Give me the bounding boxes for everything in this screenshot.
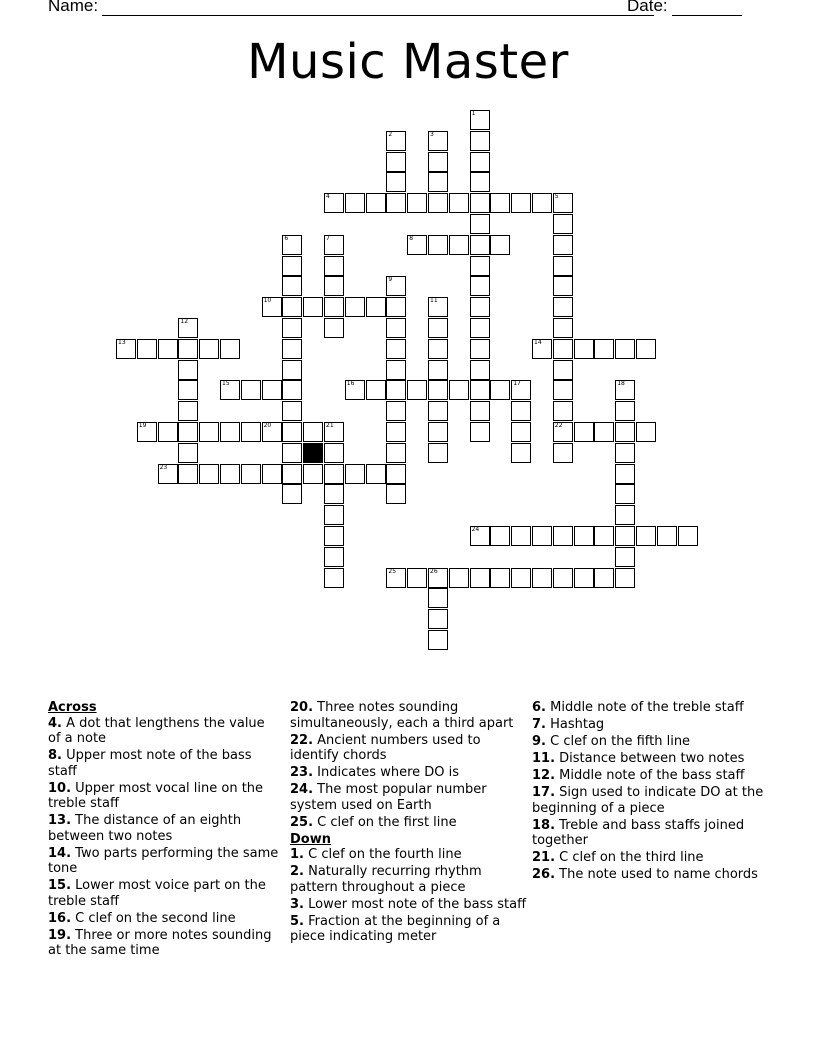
grid-cell[interactable] <box>282 401 302 421</box>
grid-cell[interactable] <box>282 360 302 380</box>
clue-18: 18. Treble and bass staffs joined together <box>532 817 745 848</box>
grid-cell[interactable] <box>428 193 448 213</box>
grid-cell[interactable] <box>324 276 344 296</box>
grid-cell[interactable] <box>553 318 573 338</box>
clue-number: 16 <box>346 380 355 388</box>
grid-cell[interactable] <box>282 443 302 463</box>
grid-cell[interactable] <box>324 193 344 213</box>
grid-cell[interactable] <box>490 193 510 213</box>
clue-9: 9. C clef on the fifth line <box>532 734 691 749</box>
clue-number: 26 <box>430 567 438 575</box>
grid-cell[interactable] <box>428 339 448 359</box>
grid-cell[interactable] <box>636 422 656 442</box>
grid-cell[interactable] <box>470 214 490 234</box>
grid-cell[interactable] <box>262 380 282 400</box>
grid-cell[interactable] <box>553 276 573 296</box>
clues-column-1 <box>48 700 280 960</box>
grid-cell[interactable] <box>386 131 406 151</box>
grid-cell[interactable] <box>282 318 302 338</box>
clues-column-2 <box>290 700 528 946</box>
grid-cell[interactable] <box>470 131 490 151</box>
grid-cell[interactable] <box>407 193 427 213</box>
grid-cell[interactable] <box>386 318 406 338</box>
grid-cell[interactable] <box>470 110 490 130</box>
grid-cell[interactable] <box>366 380 386 400</box>
grid-cell[interactable] <box>303 297 323 317</box>
grid-cell[interactable] <box>532 339 552 359</box>
grid-cell[interactable] <box>178 339 198 359</box>
grid-cell[interactable] <box>428 568 448 588</box>
grid-cell[interactable] <box>511 401 531 421</box>
grid-cell[interactable] <box>532 193 552 213</box>
grid-cell[interactable] <box>615 547 635 567</box>
grid-cell[interactable] <box>615 443 635 463</box>
grid-cell[interactable] <box>615 568 635 588</box>
grid-cell[interactable] <box>386 380 406 400</box>
across-heading: Across <box>48 700 97 715</box>
clue-17: 17. Sign used to indicate DO at the beginning of a piece <box>532 785 764 816</box>
grid-cell[interactable] <box>407 235 427 255</box>
grid-cell[interactable] <box>178 360 198 380</box>
grid-cell[interactable] <box>553 380 573 400</box>
grid-cell[interactable] <box>553 235 573 255</box>
clue-number: 18 <box>617 380 625 388</box>
grid-cell[interactable] <box>178 422 198 442</box>
clue-6: 6. Middle note of the treble staff <box>532 700 744 715</box>
grid-cell[interactable] <box>449 235 469 255</box>
clue-number: 6 <box>284 234 289 242</box>
grid-cell[interactable] <box>324 505 344 525</box>
grid-cell[interactable] <box>158 422 178 442</box>
grid-cell[interactable] <box>199 422 219 442</box>
grid-cell[interactable] <box>470 568 490 588</box>
grid-cell[interactable] <box>407 380 427 400</box>
grid-cell[interactable] <box>428 609 448 629</box>
grid-cell[interactable] <box>428 380 448 400</box>
grid-cell[interactable] <box>428 443 448 463</box>
grid-cell[interactable] <box>574 568 594 588</box>
grid-cell[interactable] <box>158 464 178 484</box>
grid-cell[interactable] <box>282 422 302 442</box>
grid-cell[interactable] <box>470 526 490 546</box>
grid-cell[interactable] <box>449 380 469 400</box>
grid-cell[interactable] <box>470 172 490 192</box>
clue-7: 7. Hashtag <box>532 717 605 732</box>
clue-24: 24. The most popular number system used on Earth <box>290 782 487 813</box>
grid-cell[interactable] <box>428 235 448 255</box>
clue-1: 1. C clef on the fourth line <box>290 847 462 862</box>
clue-3: 3. Lower most note of the bass staff <box>290 896 527 912</box>
grid-cell[interactable] <box>532 568 552 588</box>
black-square <box>303 443 323 463</box>
grid-cell[interactable] <box>615 422 635 442</box>
clue-number: 10 <box>263 297 272 305</box>
grid-cell[interactable] <box>553 360 573 380</box>
grid-cell[interactable] <box>615 464 635 484</box>
grid-cell[interactable] <box>470 193 490 213</box>
grid-cell[interactable] <box>470 360 490 380</box>
grid-cell[interactable] <box>220 464 240 484</box>
clue-number: 25 <box>388 567 397 575</box>
clue-number: 17 <box>513 380 521 388</box>
clue-16: 16. C clef on the second line <box>48 910 236 926</box>
grid-cell[interactable] <box>511 526 531 546</box>
clue-number: 24 <box>471 526 480 533</box>
grid-cell[interactable] <box>386 339 406 359</box>
grid-cell[interactable] <box>345 464 365 484</box>
grid-cell[interactable] <box>324 484 344 504</box>
clue-25: 25. C clef on the first line <box>290 814 457 830</box>
grid-cell[interactable] <box>470 422 490 442</box>
clue-2: 2. Naturally recurring rhythm pattern throughout a piece <box>290 864 482 895</box>
grid-cell[interactable] <box>407 568 427 588</box>
grid-cell[interactable] <box>345 297 365 317</box>
clue-number: 8 <box>409 234 414 242</box>
grid-cell[interactable] <box>324 318 344 338</box>
grid-cell[interactable] <box>345 193 365 213</box>
grid-cell[interactable] <box>574 422 594 442</box>
grid-cell[interactable] <box>282 276 302 296</box>
grid-cell[interactable] <box>303 422 323 442</box>
grid-cell[interactable] <box>490 526 510 546</box>
grid-cell[interactable] <box>386 172 406 192</box>
grid-cell[interactable] <box>449 568 469 588</box>
clue-12: 12. Middle note of the bass staff <box>532 768 745 783</box>
clue-number: 21 <box>326 422 334 429</box>
clue-14: 14. Two parts performing the same tone <box>48 845 279 876</box>
grid-cell[interactable] <box>511 193 531 213</box>
clue-number: 14 <box>534 338 542 346</box>
clue-number: 13 <box>118 338 126 346</box>
grid-cell[interactable] <box>282 339 302 359</box>
grid-cell[interactable] <box>366 297 386 317</box>
grid-cell[interactable] <box>615 401 635 421</box>
grid-cell[interactable] <box>470 152 490 172</box>
clue-8: 8. Upper most note of the bass staff <box>48 748 252 779</box>
grid-cell[interactable] <box>470 235 490 255</box>
grid-cell[interactable] <box>428 588 448 608</box>
grid-cell[interactable] <box>615 339 635 359</box>
grid-cell[interactable] <box>324 256 344 276</box>
grid-cell[interactable] <box>553 401 573 421</box>
grid-cell[interactable] <box>594 568 614 588</box>
grid-cell[interactable] <box>220 422 240 442</box>
grid-cell[interactable] <box>574 526 594 546</box>
grid-cell[interactable] <box>553 526 573 546</box>
grid-cell[interactable] <box>386 297 406 317</box>
grid-cell[interactable] <box>282 297 302 317</box>
clue-number: 1 <box>471 110 476 117</box>
grid-cell[interactable] <box>386 152 406 172</box>
grid-cell[interactable] <box>615 526 635 546</box>
grid-cell[interactable] <box>553 568 573 588</box>
clue-number: 4 <box>326 193 330 201</box>
grid-cell[interactable] <box>428 172 448 192</box>
grid-cell[interactable] <box>386 360 406 380</box>
grid-cell[interactable] <box>324 464 344 484</box>
clue-23: 23. Indicates where DO is <box>290 765 460 780</box>
grid-cell[interactable] <box>324 235 344 255</box>
grid-cell[interactable] <box>220 339 240 359</box>
grid-cell[interactable] <box>386 422 406 442</box>
grid-cell[interactable] <box>158 339 178 359</box>
clue-number: 9 <box>388 276 393 284</box>
grid-cell[interactable] <box>594 339 614 359</box>
grid-cell[interactable] <box>490 380 510 400</box>
grid-cell[interactable] <box>241 464 261 484</box>
grid-cell[interactable] <box>324 568 344 588</box>
clue-number: 11 <box>430 297 438 305</box>
grid-cell[interactable] <box>178 401 198 421</box>
clue-22: 22. Ancient numbers used to identify chords <box>290 732 481 763</box>
clue-11: 11. Distance between two notes <box>532 751 745 766</box>
grid-cell[interactable] <box>678 526 698 546</box>
clue-number: 7 <box>326 234 330 242</box>
grid-cell[interactable] <box>470 276 490 296</box>
clue-number: 2 <box>388 130 393 138</box>
grid-cell[interactable] <box>178 443 198 463</box>
grid-cell[interactable] <box>199 339 219 359</box>
grid-cell[interactable] <box>366 193 386 213</box>
clue-13: 13. The distance of an eighth between two notes <box>48 813 242 844</box>
grid-cell[interactable] <box>615 505 635 525</box>
grid-cell[interactable] <box>324 547 344 567</box>
clues-column-3 <box>532 700 768 884</box>
grid-cell[interactable] <box>178 380 198 400</box>
down-heading: Down <box>290 831 331 847</box>
grid-cell[interactable] <box>511 568 531 588</box>
clue-15: 15. Lower most voice part on the treble staff <box>48 878 266 909</box>
clue-number: 12 <box>180 318 189 325</box>
grid-cell[interactable] <box>428 318 448 338</box>
grid-cell[interactable] <box>386 464 406 484</box>
grid-cell[interactable] <box>553 422 573 442</box>
grid-cell[interactable] <box>324 443 344 463</box>
grid-cell[interactable] <box>282 484 302 504</box>
grid-cell[interactable] <box>428 131 448 151</box>
grid-cell[interactable] <box>553 256 573 276</box>
grid-cell[interactable] <box>553 297 573 317</box>
grid-cell[interactable] <box>324 422 344 442</box>
grid-cell[interactable] <box>470 297 490 317</box>
grid-cell[interactable] <box>428 401 448 421</box>
grid-cell[interactable] <box>282 235 302 255</box>
grid-cell[interactable] <box>178 318 198 338</box>
clue-20: 20. Three notes sounding simultaneously, each a third apart <box>290 700 514 731</box>
date-label: Date: <box>627 0 668 15</box>
grid-cell[interactable] <box>428 360 448 380</box>
grid-cell[interactable] <box>386 401 406 421</box>
grid-cell[interactable] <box>137 339 157 359</box>
grid-cell[interactable] <box>470 339 490 359</box>
grid-cell[interactable] <box>178 464 198 484</box>
clue-number: 22 <box>554 422 563 429</box>
clue-number: 19 <box>138 422 147 429</box>
grid-cell[interactable] <box>282 256 302 276</box>
grid-cell[interactable] <box>345 380 365 400</box>
grid-cell[interactable] <box>594 422 614 442</box>
clue-number: 15 <box>222 380 230 388</box>
grid-cell[interactable] <box>366 464 386 484</box>
grid-cell[interactable] <box>490 568 510 588</box>
grid-cell[interactable] <box>449 193 469 213</box>
grid-cell[interactable] <box>470 318 490 338</box>
grid-cell[interactable] <box>428 297 448 317</box>
grid-cell[interactable] <box>386 193 406 213</box>
grid-cell[interactable] <box>636 339 656 359</box>
name-label: Name: <box>48 0 99 15</box>
clue-number: 3 <box>430 130 434 138</box>
grid-cell[interactable] <box>657 526 677 546</box>
grid-cell[interactable] <box>511 443 531 463</box>
grid-cell[interactable] <box>615 484 635 504</box>
grid-cell[interactable] <box>262 422 282 442</box>
grid-cell[interactable] <box>470 256 490 276</box>
grid-cell[interactable] <box>428 152 448 172</box>
grid-cell[interactable] <box>470 380 490 400</box>
grid-cell[interactable] <box>116 339 136 359</box>
grid-cell[interactable] <box>386 443 406 463</box>
page-title: Music Master <box>247 34 569 90</box>
grid-cell[interactable] <box>428 630 448 650</box>
grid-cell[interactable] <box>615 380 635 400</box>
grid-cell[interactable] <box>386 568 406 588</box>
clue-19: 19. Three or more notes sounding at the same time <box>48 927 272 958</box>
grid-cell[interactable] <box>282 380 302 400</box>
grid-cell[interactable] <box>553 443 573 463</box>
clue-26: 26. The note used to name chords <box>532 867 758 882</box>
grid-cell[interactable] <box>553 193 573 213</box>
grid-cell[interactable] <box>241 380 261 400</box>
grid-cell[interactable] <box>490 235 510 255</box>
grid-cell[interactable] <box>303 464 323 484</box>
clue-21: 21. C clef on the third line <box>532 850 704 865</box>
grid-cell[interactable] <box>553 214 573 234</box>
grid-cell[interactable] <box>324 297 344 317</box>
grid-cell[interactable] <box>511 422 531 442</box>
grid-cell[interactable] <box>470 401 490 421</box>
grid-cell[interactable] <box>553 339 573 359</box>
clue-10: 10. Upper most vocal line on the treble staff <box>48 780 264 811</box>
grid-cell[interactable] <box>199 464 219 484</box>
grid-cell[interactable] <box>532 526 552 546</box>
grid-cell[interactable] <box>428 422 448 442</box>
clue-5: 5. Fraction at the beginning of a piece indicating meter <box>290 913 501 944</box>
grid-cell[interactable] <box>262 297 282 317</box>
grid-cell[interactable] <box>386 276 406 296</box>
clue-number: 20 <box>263 422 272 429</box>
grid-cell[interactable] <box>282 464 302 484</box>
clue-4: 4. A dot that lengthens the value of a note <box>48 715 265 746</box>
grid-cell[interactable] <box>324 526 344 546</box>
grid-cell[interactable] <box>137 422 157 442</box>
grid-cell[interactable] <box>241 422 261 442</box>
grid-cell[interactable] <box>386 484 406 504</box>
clue-number: 5 <box>554 193 559 201</box>
grid-cell[interactable] <box>636 526 656 546</box>
grid-cell[interactable] <box>220 380 240 400</box>
clue-number: 23 <box>159 463 168 471</box>
grid-cell[interactable] <box>511 380 531 400</box>
grid-cell[interactable] <box>594 526 614 546</box>
grid-cell[interactable] <box>574 339 594 359</box>
grid-cell[interactable] <box>262 464 282 484</box>
